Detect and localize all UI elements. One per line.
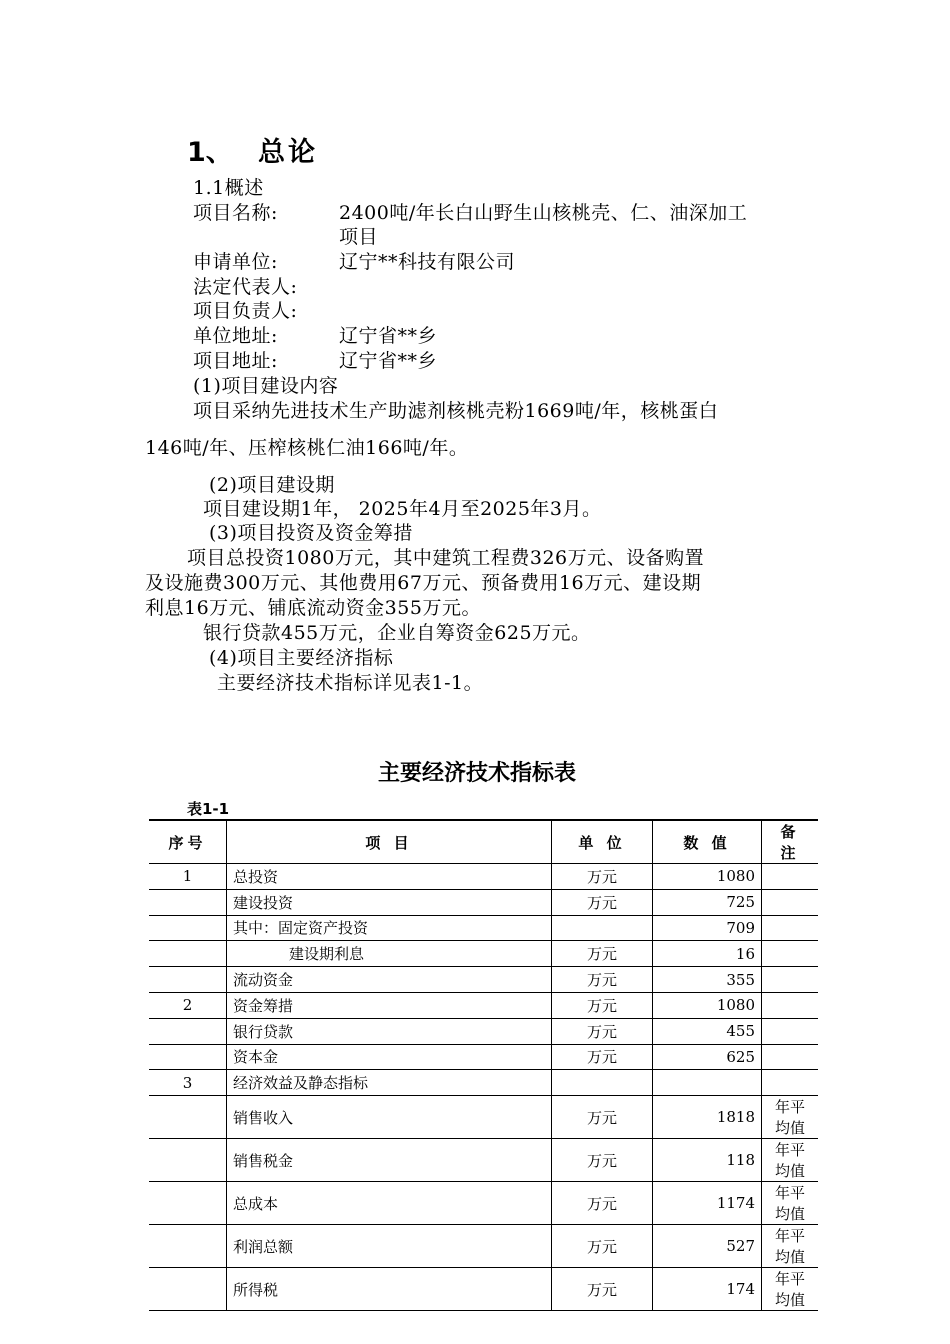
row-item: 建设期利息 — [227, 941, 552, 967]
subsection-4-title: (4)项目主要经济指标 — [209, 647, 394, 669]
row-unit — [552, 915, 653, 941]
subsection-3-line: 利息16万元、铺底流动资金355万元。 — [145, 597, 481, 619]
project-name-label: 项目名称: — [193, 202, 278, 224]
row-no — [149, 941, 227, 967]
table-row — [149, 1225, 818, 1268]
table-row — [149, 992, 818, 1018]
row-note — [762, 1044, 819, 1070]
row-value: 709 — [653, 915, 762, 941]
row-note — [762, 941, 819, 967]
row-item: 销售收入 — [227, 1096, 552, 1139]
row-no — [149, 915, 227, 941]
row-note: 年平均值 — [762, 1096, 819, 1139]
row-value: 16 — [653, 941, 762, 967]
subsection-3-line: 项目总投资1080万元，其中建筑工程费326万元、设备购置 — [187, 547, 705, 569]
row-no — [149, 1268, 227, 1311]
row-no — [149, 1096, 227, 1139]
applicant-value: 辽宁**科技有限公司 — [339, 251, 516, 273]
row-unit: 万元 — [552, 1268, 653, 1311]
table-row — [149, 889, 818, 915]
table-row — [149, 1182, 818, 1225]
subsection-1-line: 项目采纳先进技术生产助滤剂核桃壳粉1669吨/年，核桃蛋白 — [193, 400, 719, 422]
subsection-2-text: 项目建设期1年， 2025年4月至2025年3月。 — [203, 498, 602, 520]
row-unit: 万元 — [552, 889, 653, 915]
row-no — [149, 1044, 227, 1070]
row-unit: 万元 — [552, 941, 653, 967]
row-no — [149, 1018, 227, 1044]
row-no: 3 — [149, 1070, 227, 1096]
header-note: 备 注 — [762, 820, 819, 864]
section-heading: 1.1概述 — [193, 177, 264, 199]
project-address-row — [193, 349, 437, 373]
row-item: 所得税 — [227, 1268, 552, 1311]
row-item: 销售税金 — [227, 1139, 552, 1182]
row-value: 118 — [653, 1139, 762, 1182]
row-item: 其中：固定资产投资 — [227, 915, 552, 941]
chapter-number: 1、 — [187, 137, 233, 168]
row-unit — [552, 1070, 653, 1096]
row-unit: 万元 — [552, 1225, 653, 1268]
row-no — [149, 1139, 227, 1182]
subsection-1-title: (1)项目建设内容 — [193, 375, 339, 397]
row-item: 资本金 — [227, 1044, 552, 1070]
row-value: 725 — [653, 889, 762, 915]
row-note — [762, 864, 819, 890]
unit-address-row — [193, 324, 437, 348]
subsection-1-line: 146吨/年、压榨核桃仁油166吨/年。 — [145, 437, 469, 459]
row-note: 年平均值 — [762, 1268, 819, 1311]
row-value: 1080 — [653, 992, 762, 1018]
unit-address-value: 辽宁省**乡 — [339, 325, 438, 347]
indicators-table — [149, 819, 818, 1311]
subsection-3-title: (3)项目投资及资金筹措 — [209, 522, 413, 544]
row-note: 年平均值 — [762, 1182, 819, 1225]
subsection-4-text: 主要经济技术指标详见表1-1。 — [217, 672, 484, 694]
row-unit: 万元 — [552, 1018, 653, 1044]
row-item: 经济效益及静态指标 — [227, 1070, 552, 1096]
table-row — [149, 915, 818, 941]
row-note — [762, 915, 819, 941]
row-item: 建设投资 — [227, 889, 552, 915]
applicant-label: 申请单位: — [193, 251, 278, 273]
subsection-2-title: (2)项目建设期 — [209, 474, 335, 496]
project-name-value-cont: 项目 — [339, 226, 379, 248]
project-name-row — [193, 201, 747, 225]
table-title: 主要经济技术指标表 — [378, 761, 577, 786]
row-no: 1 — [149, 864, 227, 890]
row-no — [149, 889, 227, 915]
table-row — [149, 864, 818, 890]
row-no — [149, 1182, 227, 1225]
row-note: 年平均值 — [762, 1225, 819, 1268]
row-no — [149, 1225, 227, 1268]
row-item: 总成本 — [227, 1182, 552, 1225]
row-note — [762, 992, 819, 1018]
row-item: 银行贷款 — [227, 1018, 552, 1044]
row-note — [762, 1018, 819, 1044]
manager-label: 项目负责人: — [193, 300, 298, 322]
row-note — [762, 967, 819, 993]
row-unit: 万元 — [552, 1044, 653, 1070]
row-unit: 万元 — [552, 967, 653, 993]
project-name-value: 2400吨/年长白山野生山核桃壳、仁、油深加工 — [339, 202, 748, 224]
table-row — [149, 1139, 818, 1182]
applicant-row — [193, 250, 515, 274]
row-unit: 万元 — [552, 1096, 653, 1139]
row-value: 174 — [653, 1268, 762, 1311]
legal-rep-label: 法定代表人: — [193, 276, 298, 298]
header-unit: 单 位 — [552, 820, 653, 864]
row-unit: 万元 — [552, 1182, 653, 1225]
row-unit: 万元 — [552, 992, 653, 1018]
chapter-title: 总论 — [258, 137, 318, 168]
row-unit: 万元 — [552, 1139, 653, 1182]
unit-address-label: 单位地址: — [193, 325, 278, 347]
project-address-value: 辽宁省**乡 — [339, 350, 438, 372]
row-note: 年平均值 — [762, 1139, 819, 1182]
table-header-row — [149, 820, 818, 864]
subsection-3-line: 及设施费300万元、其他费用67万元、预备费用16万元、建设期 — [145, 572, 702, 594]
table-row — [149, 1070, 818, 1096]
table-number: 表1-1 — [187, 800, 230, 818]
row-note — [762, 1070, 819, 1096]
row-item: 总投资 — [227, 864, 552, 890]
table-row — [149, 1096, 818, 1139]
row-value: 1818 — [653, 1096, 762, 1139]
row-value: 355 — [653, 967, 762, 993]
row-value: 625 — [653, 1044, 762, 1070]
header-item: 项 目 — [227, 820, 552, 864]
row-item: 流动资金 — [227, 967, 552, 993]
row-value: 527 — [653, 1225, 762, 1268]
row-value: 455 — [653, 1018, 762, 1044]
row-item: 利润总额 — [227, 1225, 552, 1268]
row-unit: 万元 — [552, 864, 653, 890]
table-row — [149, 941, 818, 967]
table-row — [149, 967, 818, 993]
table-row — [149, 1268, 818, 1311]
row-no: 2 — [149, 992, 227, 1018]
header-no: 序号 — [149, 820, 227, 864]
row-value: 1080 — [653, 864, 762, 890]
table-row — [149, 1044, 818, 1070]
row-value — [653, 1070, 762, 1096]
table-row — [149, 1018, 818, 1044]
row-item: 资金筹措 — [227, 992, 552, 1018]
row-note — [762, 889, 819, 915]
subsection-3-line: 银行贷款455万元，企业自筹资金625万元。 — [203, 622, 591, 644]
header-value: 数 值 — [653, 820, 762, 864]
row-value: 1174 — [653, 1182, 762, 1225]
row-no — [149, 967, 227, 993]
project-address-label: 项目地址: — [193, 350, 278, 372]
